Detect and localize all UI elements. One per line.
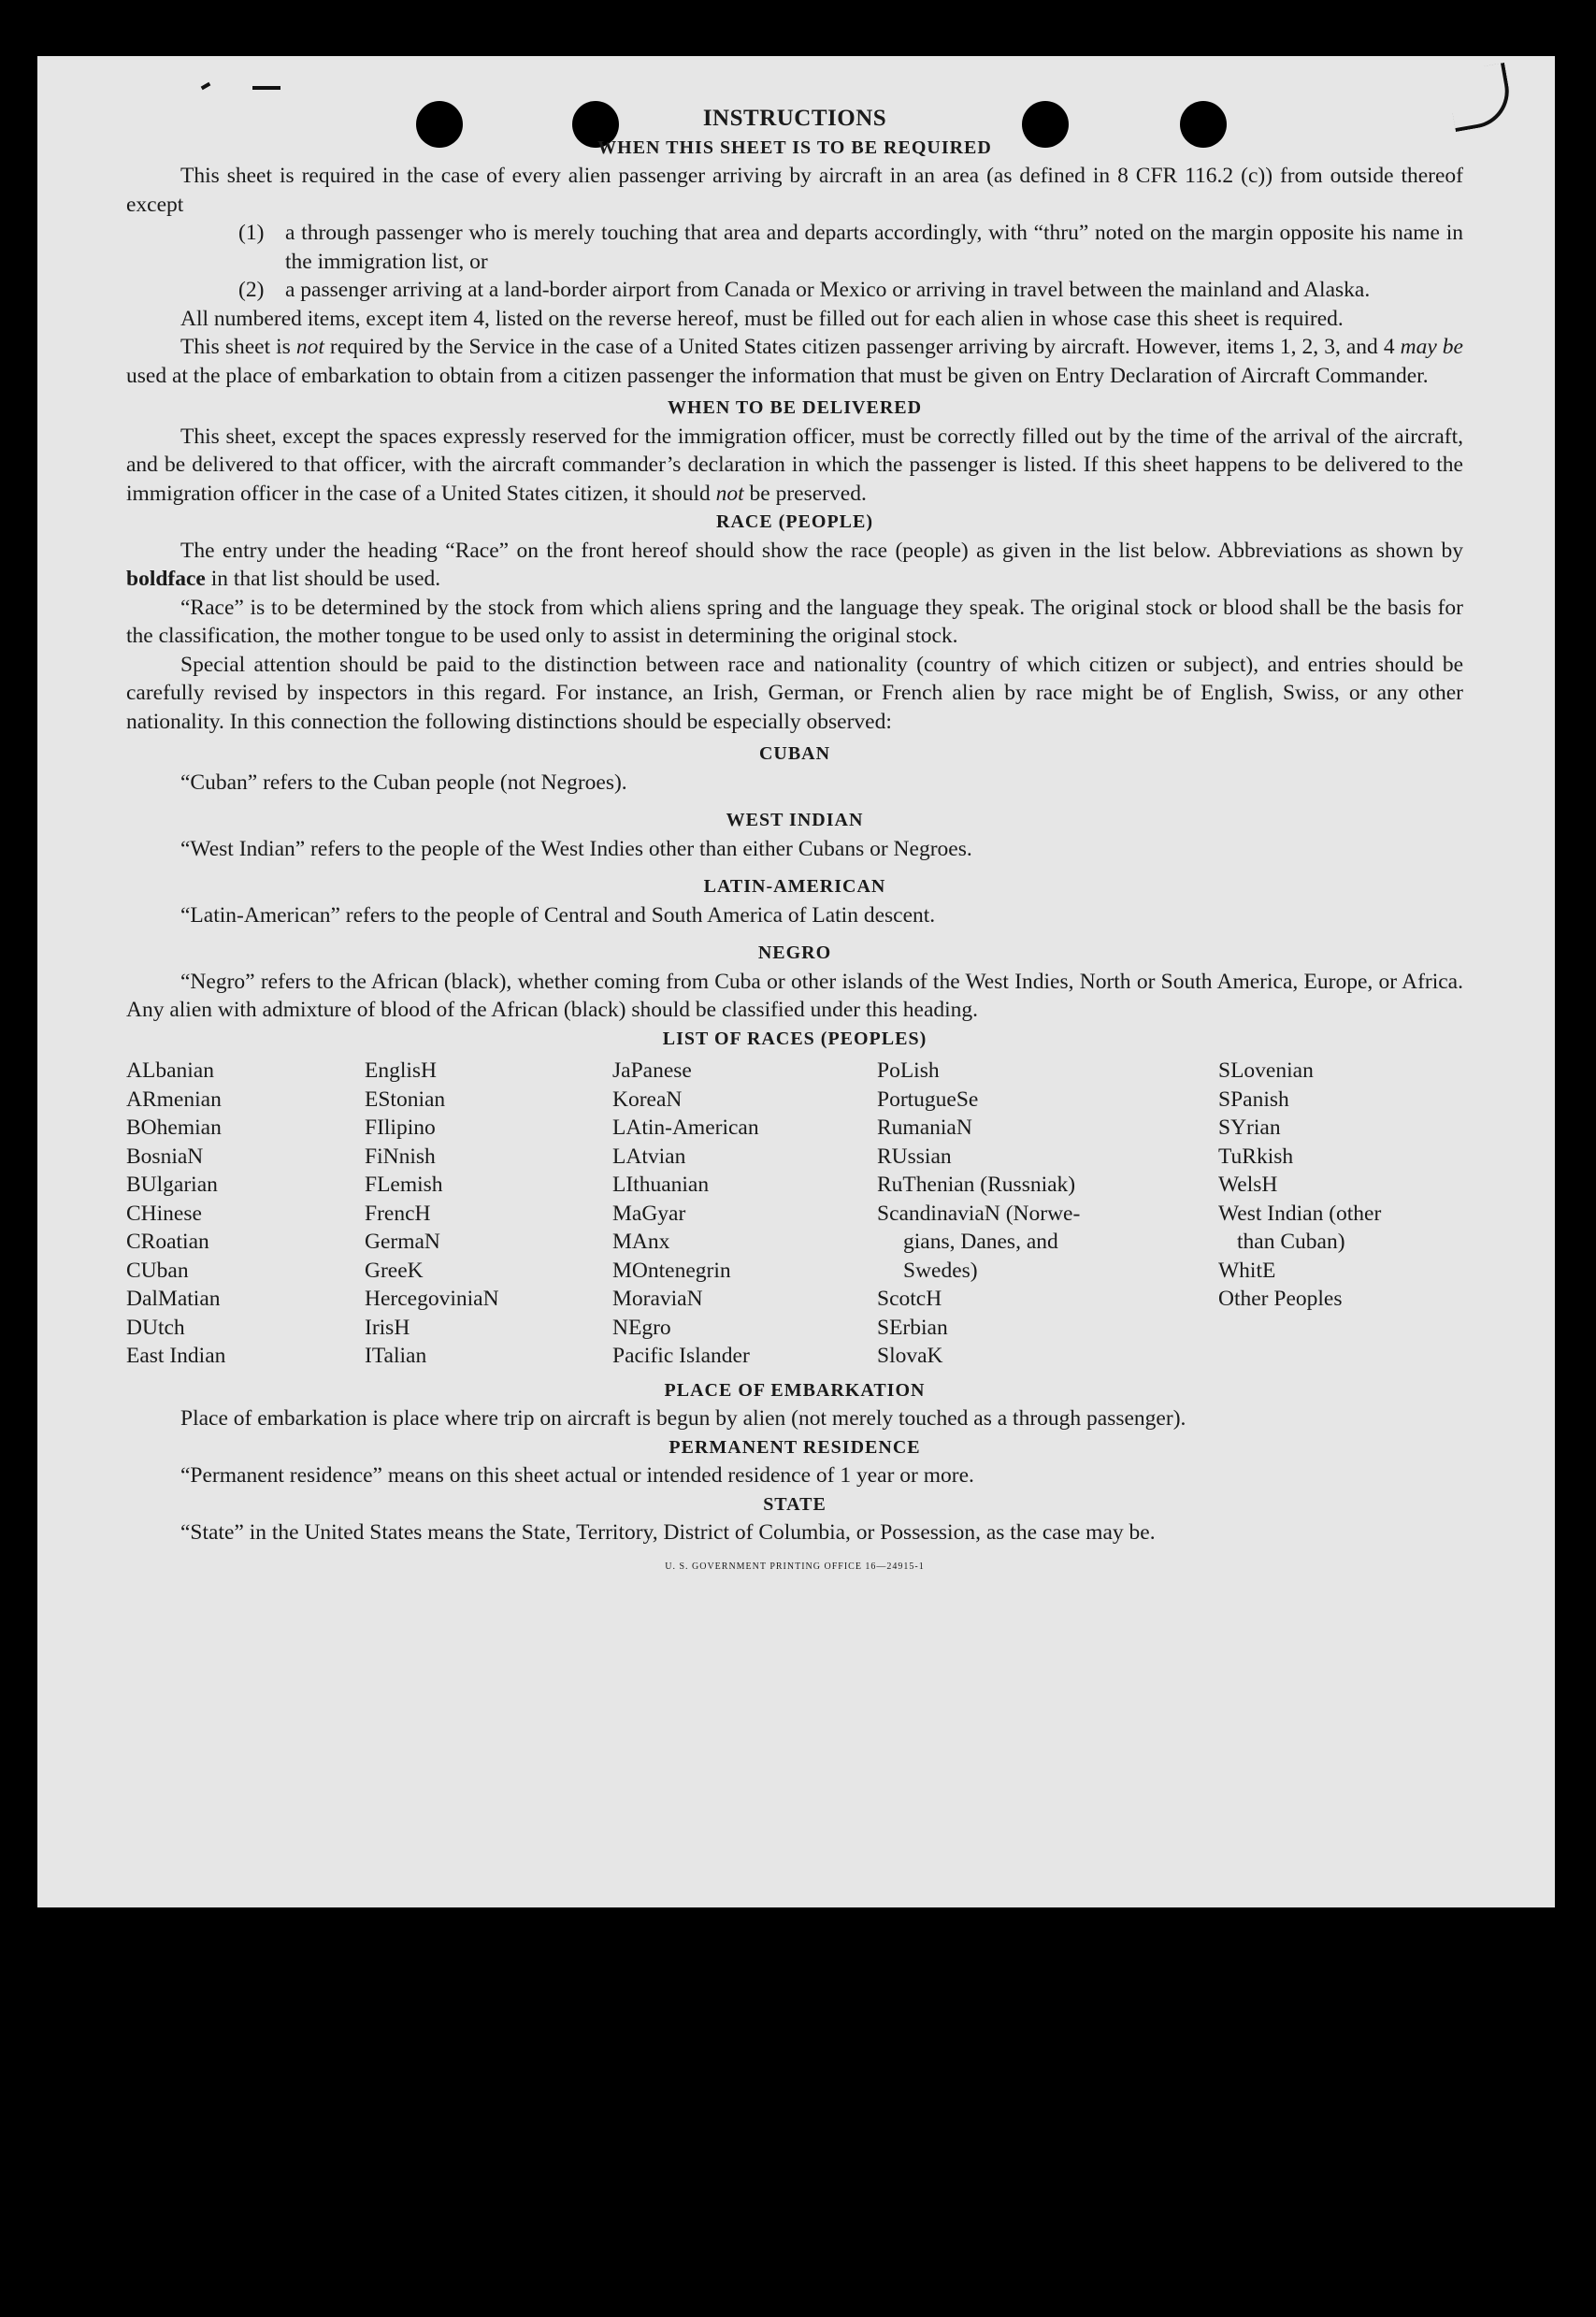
race-item: JaPanese (612, 1058, 692, 1083)
race-item: EnglisH (365, 1058, 438, 1083)
race-item: Other Peoples (1218, 1287, 1343, 1311)
instructions-text (126, 105, 1463, 1581)
paragraph: This sheet, except the spaces expressly reserved for the immigration officer, must be correctly filled out by the time of the arrival of the aircraft, and be delivered to that officer, with the aircraft commander’s declaration in which the passenger is listed. If this sheet happens to be delivered to the immigration officer in the case of a United States citizen, it should not be preserved. (126, 424, 1463, 506)
race-item: ScotcH (877, 1287, 942, 1311)
section-heading-embarkation: PLACE OF EMBARKATION (664, 1379, 926, 1401)
list-item (126, 276, 1463, 305)
race-item: SPanish (1218, 1087, 1289, 1112)
race-item: LAtvian (612, 1144, 686, 1169)
paragraph: All numbered items, except item 4, listed on the reverse hereof, must be filled out for each alien in whose case this sheet is required. (180, 306, 1344, 331)
race-item: SLovenian (1218, 1058, 1314, 1083)
race-item: CUban (126, 1258, 189, 1283)
race-item: RuThenian (Russniak) (877, 1173, 1076, 1197)
section-heading-state: STATE (763, 1493, 827, 1515)
printer-imprint: U. S. GOVERNMENT PRINTING OFFICE 16—24915-1 (665, 1561, 925, 1572)
item-text: a passenger arriving at a land-border airport from Canada or Mexico or arriving in travel between the mainland and Alaska. (285, 278, 1371, 302)
ink-mark (252, 86, 280, 90)
race-item: BUlgarian (126, 1173, 218, 1197)
section-heading-negro: NEGRO (757, 943, 832, 963)
race-item: SYrian (1218, 1115, 1281, 1140)
paragraph: “Latin-American” refers to the people of Central and South America of Latin descent. (180, 902, 936, 928)
race-item: FIlipino (365, 1115, 436, 1140)
paragraph: This sheet is required in the case of every alien passenger arriving by aircraft in an area (as defined in 8 CFR 116.2 (c)) from outside thereof except (126, 164, 1463, 217)
race-item: PoLish (877, 1058, 940, 1083)
race-item: MoraviaN (612, 1287, 703, 1311)
page-title: INSTRUCTIONS (702, 106, 887, 131)
race-item: East Indian (126, 1344, 226, 1368)
race-item: IrisH (365, 1315, 410, 1340)
race-item (1218, 1342, 1463, 1371)
race-item: ALbanian (126, 1058, 214, 1083)
race-item: TuRkish (1218, 1144, 1294, 1169)
document-page (37, 56, 1555, 1907)
race-item: SErbian (877, 1315, 948, 1340)
race-item: RumaniaN (877, 1115, 972, 1140)
race-item: gians, Danes, and (903, 1230, 1058, 1254)
paragraph: “Negro” refers to the African (black), whether coming from Cuba or other islands of the West Indies, North or South America, Europe, or Africa. Any alien with admixture of blood of the African (black) should be classified under this heading. (126, 969, 1463, 1022)
race-item: Pacific Islander (612, 1344, 750, 1368)
race-item: BosniaN (126, 1144, 204, 1169)
race-item: GreeK (365, 1258, 424, 1283)
race-item: ARmenian (126, 1087, 222, 1112)
paragraph: “Cuban” refers to the Cuban people (not Negroes). (180, 770, 627, 795)
race-item (1218, 1314, 1463, 1343)
paragraph: Place of embarkation is place where trip on aircraft is begun by alien (not merely touched as a through passenger). (180, 1406, 1186, 1431)
paragraph: “Permanent residence” means on this sheet actual or intended residence of 1 year or more. (180, 1463, 974, 1488)
race-item: FiNnish (365, 1144, 436, 1169)
race-item: MaGyar (612, 1201, 686, 1226)
races-list (126, 1057, 1463, 1371)
paragraph: Special attention should be paid to the distinction between race and nationality (country of which citizen or subject), and entries should be carefully revised by inspectors in this regard. For instance, an Irish, German, or French alien by race might be of English, Swiss, or any other nationality. In this connection the following distinctions should be especially observed: (126, 652, 1463, 734)
race-item: CHinese (126, 1201, 202, 1226)
paragraph: “State” in the United States means the State, Territory, District of Columbia, or Possession, as the case may be. (180, 1520, 1156, 1545)
item-number: (1) (238, 221, 265, 245)
list-item (126, 219, 1463, 276)
race-item: NEgro (612, 1315, 671, 1340)
section-heading-required: WHEN THIS SHEET IS TO BE REQUIRED (597, 137, 992, 158)
paragraph: This sheet is not required by the Service in the case of a United States citizen passenger arriving by aircraft. However, items 1, 2, 3, and 4 may be used at the place of embarkation to obtain from a citizen passenger the information that must be given on Entry Declaration of Aircraft Commander. (126, 335, 1463, 388)
paragraph: “Race” is to be determined by the stock from which aliens spring and the language they speak. The original stock or blood shall be the basis for the classification, the mother tongue to be used only to assist in determining the original stock. (126, 595, 1463, 648)
race-item: EStonian (365, 1087, 446, 1112)
race-item: DUtch (126, 1315, 185, 1340)
race-item: than Cuban) (1237, 1230, 1345, 1254)
paragraph: The entry under the heading “Race” on the front hereof should show the race (people) as given in the list below. Abbreviations as shown by boldface in that list should be used. (126, 538, 1463, 591)
race-item: GermaN (365, 1230, 440, 1254)
race-item: FLemish (365, 1173, 443, 1197)
race-item: DalMatian (126, 1287, 221, 1311)
race-item: PortugueSe (877, 1087, 979, 1112)
ink-mark (201, 82, 211, 90)
race-item: RUssian (877, 1144, 952, 1169)
race-item: LAtin-American (612, 1115, 759, 1140)
race-item: West Indian (other (1218, 1201, 1382, 1226)
race-item: KoreaN (612, 1087, 683, 1112)
paragraph: “West Indian” refers to the people of the West Indies other than either Cubans or Negroes. (180, 836, 972, 861)
race-item: ScandinaviaN (Norwe- (877, 1201, 1081, 1226)
race-item: WhitE (1218, 1258, 1276, 1283)
section-heading-races: LIST OF RACES (PEOPLES) (662, 1028, 927, 1049)
race-item: SlovaK (877, 1344, 943, 1368)
race-item: Swedes) (903, 1258, 978, 1283)
race-item: HercegoviniaN (365, 1287, 499, 1311)
section-heading-race: RACE (PEOPLE) (716, 511, 873, 532)
race-item: MOntenegrin (612, 1258, 731, 1283)
item-number: (2) (238, 278, 265, 302)
race-item: FrencH (365, 1201, 431, 1226)
race-item: BOhemian (126, 1115, 222, 1140)
race-item: LIthuanian (612, 1173, 710, 1197)
section-heading-west-indian: WEST INDIAN (726, 810, 864, 830)
race-item: WelsH (1218, 1173, 1278, 1197)
race-item: ITalian (365, 1344, 427, 1368)
section-heading-delivered: WHEN TO BE DELIVERED (667, 397, 923, 418)
race-item: CRoatian (126, 1230, 209, 1254)
item-text: a through passenger who is merely touching that area and departs accordingly, with “thru” noted on the margin opposite his name in the immigration list, or (285, 221, 1463, 274)
race-item: MAnx (612, 1230, 670, 1254)
section-heading-latin-american: LATIN-AMERICAN (703, 876, 886, 897)
section-heading-cuban: CUBAN (758, 743, 831, 764)
section-heading-residence: PERMANENT RESIDENCE (669, 1436, 921, 1458)
